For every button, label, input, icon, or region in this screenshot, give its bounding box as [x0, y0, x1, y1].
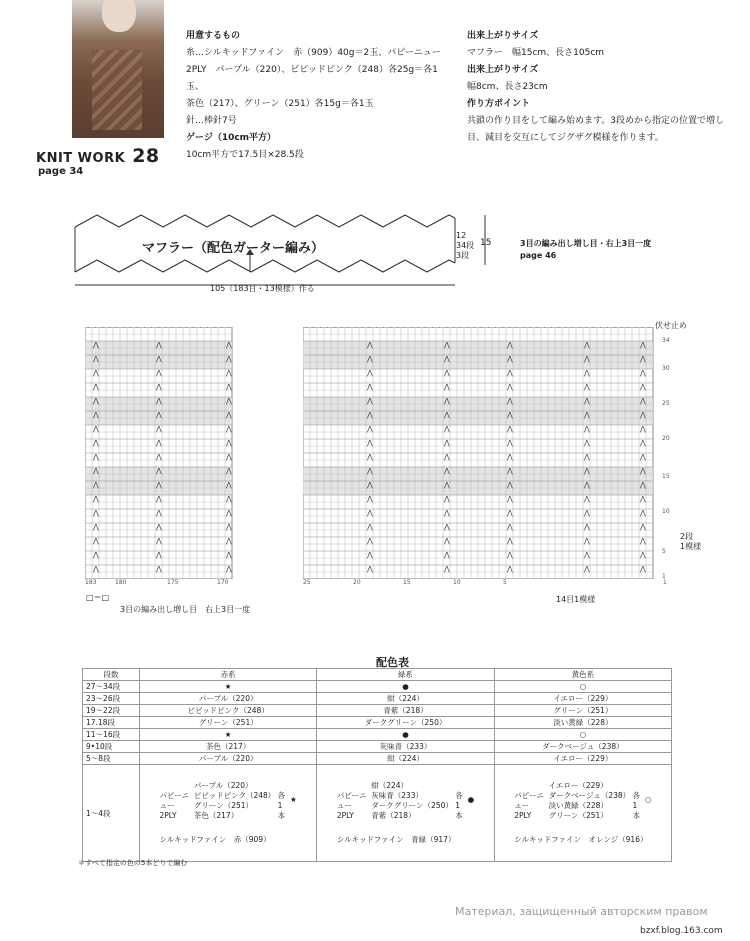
stitch-symbol: ⋀: [444, 565, 450, 573]
stitch-symbol: ⋀: [156, 537, 162, 545]
stitch-symbol: ⋀: [640, 565, 646, 573]
stitch-symbol: ⋀: [93, 369, 99, 377]
row-label: 11〜16段: [83, 729, 140, 741]
stitch-symbol: ⋀: [156, 383, 162, 391]
row-label: 19〜22段: [83, 705, 140, 717]
silk-yarn: シルキッドファイン 赤（909）: [159, 835, 271, 844]
dim-b: 34段: [456, 241, 475, 250]
yarn-block: [514, 781, 651, 845]
stitch-symbol: ⋀: [156, 467, 162, 475]
stitch-symbol: ⋀: [444, 495, 450, 503]
copyright-watermark: Материал, защищенный авторским правом: [455, 905, 708, 918]
muffler-pattern-photo: [92, 50, 142, 130]
stitch-symbol: ⋀: [226, 495, 232, 503]
yarn-item: グリーン（251）: [548, 811, 608, 820]
stitch-symbol: ⋀: [640, 439, 646, 447]
stitch-symbol: ⋀: [584, 523, 590, 531]
stitch-symbol: ⋀: [367, 453, 373, 461]
yarn-item: ダークグリーン（250）: [371, 801, 453, 810]
green-cell: ●: [317, 729, 494, 741]
legend-blank: □＝□: [86, 593, 110, 602]
stitch-symbol: ⋀: [367, 383, 373, 391]
header-cell: 緑系: [317, 669, 494, 681]
materials-line: 針…棒針7号: [186, 116, 237, 126]
table-row: [83, 717, 672, 729]
stitch-symbol: ⋀: [226, 355, 232, 363]
muffler-top-edge: [75, 215, 455, 227]
stitch-symbol: ⋀: [156, 397, 162, 405]
red-cell: ★: [140, 729, 317, 741]
stitch-symbol: ⋀: [367, 425, 373, 433]
chart-left-panel: [85, 327, 235, 579]
stitch-symbol: ⋀: [444, 383, 450, 391]
red-cell: パープル（220）: [140, 693, 317, 705]
row-number-label: 20: [662, 435, 670, 442]
stitch-symbol: ⋀: [367, 565, 373, 573]
footnote: ＊すべて指定の色の5本どりで編む: [78, 859, 188, 867]
stitch-symbol: ⋀: [226, 453, 232, 461]
stitch-symbol: ⋀: [584, 537, 590, 545]
gauge-text: 10cm平方で17.5目×28.5段: [186, 150, 304, 160]
stitch-symbol: ⋀: [226, 369, 232, 377]
stitch-symbol: ⋀: [507, 481, 513, 489]
stitch-symbol: ⋀: [507, 439, 513, 447]
stitch-symbol: ⋀: [226, 425, 232, 433]
stitch-symbol: ⋀: [584, 467, 590, 475]
yellow-cell: グリーン（251）: [494, 705, 671, 717]
stitch-symbol: ⋀: [93, 537, 99, 545]
stitch-symbol: ⋀: [93, 355, 99, 363]
yarn-block: [337, 781, 474, 845]
row-labels: [662, 330, 682, 580]
stitch-symbol: ⋀: [584, 341, 590, 349]
dim-c: 3段: [456, 251, 470, 260]
column-labels: [85, 579, 735, 589]
side-dimension: [456, 231, 474, 261]
column-number-label: 10: [453, 579, 461, 586]
stitch-symbol: ⋀: [640, 425, 646, 433]
stitch-symbol: ⋀: [367, 523, 373, 531]
stitch-symbol: ⋀: [367, 551, 373, 559]
yellow-cell: ○: [494, 681, 671, 693]
stitch-symbol: ⋀: [93, 523, 99, 531]
row-label: 17.18段: [83, 717, 140, 729]
column-number-label: 170: [217, 579, 229, 586]
stitch-symbol: ⋀: [584, 509, 590, 517]
header-cell: 段数: [83, 669, 140, 681]
size-text: マフラー 幅15cm、長さ105cm: [467, 48, 605, 58]
red-cell: ビビッドピンク（248）: [140, 705, 317, 717]
side-note: 2段: [680, 532, 694, 541]
stitch-symbol: ⋀: [156, 411, 162, 419]
table-row: [83, 693, 672, 705]
column-number-label: 180: [115, 579, 127, 586]
yellow-cell: イエロー（229）: [494, 753, 671, 765]
stitch-symbol: ⋀: [584, 411, 590, 419]
stitch-symbol: ⋀: [93, 565, 99, 573]
stitch-symbol: ⋀: [640, 495, 646, 503]
stitch-symbol: ⋀: [93, 411, 99, 419]
table-row-combined: [83, 765, 672, 862]
stitch-symbol: ⋀: [367, 481, 373, 489]
dim-a: 12: [456, 231, 467, 240]
stitch-symbol: ⋀: [156, 355, 162, 363]
stitch-symbol: ⋀: [444, 551, 450, 559]
repeat-side-notes: [680, 532, 701, 552]
size-heading: 出来上がりサイズ: [467, 31, 539, 41]
title-text: KNIT WORK: [36, 151, 126, 166]
table-row: [83, 705, 672, 717]
materials-line: 茶色（217）、グリーン（251）各15g＝各1玉: [186, 99, 374, 109]
stitch-symbol: ⋀: [367, 341, 373, 349]
size-text-2: 幅8cm、長さ23cm: [467, 82, 548, 92]
block-mark: ○: [644, 795, 652, 804]
block-mark: ●: [467, 795, 475, 804]
column-number-label: 175: [167, 579, 179, 586]
yarn-item: ダークベージュ（238）: [548, 791, 631, 800]
stitch-symbol: ⋀: [507, 453, 513, 461]
red-cell: 茶色（217）: [140, 741, 317, 753]
strand-count: 各1本: [277, 791, 286, 820]
stitch-symbol: ⋀: [444, 523, 450, 531]
ref-title: 3目の編み出し増し目・右上3目一度: [520, 239, 652, 248]
green-cell: ●: [317, 681, 494, 693]
stitch-symbol: ⋀: [226, 383, 232, 391]
header-cell: 赤系: [140, 669, 317, 681]
stitch-symbol: ⋀: [93, 453, 99, 461]
legend-decrease: 右上3目一度: [205, 605, 251, 614]
stitch-symbol: ⋀: [640, 551, 646, 559]
yellow-cell: ダークベージュ（238）: [494, 741, 671, 753]
stitch-symbol: ⋀: [507, 425, 513, 433]
stitch-symbol: ⋀: [584, 565, 590, 573]
stitch-symbol: ⋀: [584, 425, 590, 433]
stitch-symbol: ⋀: [226, 439, 232, 447]
stitch-symbol: ⋀: [93, 467, 99, 475]
yarn-item: 灰味青（233）: [371, 791, 424, 800]
materials-block: [186, 28, 446, 164]
row-label: 27〜34段: [83, 681, 140, 693]
stitch-symbol: ⋀: [444, 537, 450, 545]
stitch-symbol: ⋀: [367, 495, 373, 503]
stitch-symbol: ⋀: [367, 509, 373, 517]
materials-heading: 用意するもの: [186, 31, 241, 41]
yarn-item: ビビッドピンク（248）: [193, 791, 276, 800]
site-label: bzxf.blog.163.com: [640, 926, 723, 936]
stitch-symbol: ⋀: [640, 523, 646, 531]
red-cell: パープル（220）: [140, 753, 317, 765]
length-dimension: 105（183目・13模様）作る: [210, 284, 315, 293]
stitch-symbol: ⋀: [93, 425, 99, 433]
row-number-label: 34: [662, 337, 670, 344]
row-number-label: 15: [662, 473, 670, 480]
point-line: 目、減目を交互にしてジグザグ模様を作ります。: [467, 133, 664, 143]
yellow-cell: イエロー（229）: [494, 693, 671, 705]
stitch-symbol: ⋀: [507, 537, 513, 545]
stitch-symbol: ⋀: [226, 411, 232, 419]
stitch-symbol: ⋀: [444, 467, 450, 475]
block-mark: ★: [290, 795, 297, 804]
yellow-block: [494, 765, 671, 862]
stitch-symbol: ⋀: [156, 341, 162, 349]
bind-off-label: 伏せ止め: [655, 321, 687, 330]
stitch-symbol: ⋀: [226, 551, 232, 559]
yarn-item: 茶色（217）: [193, 811, 239, 820]
stitch-symbol: ⋀: [226, 397, 232, 405]
stitch-symbol: ⋀: [226, 467, 232, 475]
table-row: [83, 729, 672, 741]
row-label: 9•10段: [83, 741, 140, 753]
stitch-symbol: ⋀: [507, 411, 513, 419]
stitch-symbol: ⋀: [444, 397, 450, 405]
color-table-title: 配色表: [376, 656, 409, 669]
table-row: [83, 741, 672, 753]
stitch-symbol: ⋀: [584, 551, 590, 559]
stitch-symbol: ⋀: [444, 369, 450, 377]
stitch-symbol: ⋀: [507, 397, 513, 405]
strand-count: 各1本: [632, 791, 641, 820]
stitch-symbol: ⋀: [93, 341, 99, 349]
row-number-label: 1: [662, 573, 666, 580]
stitch-symbol: ⋀: [640, 369, 646, 377]
stitch-symbol: ⋀: [640, 481, 646, 489]
model-photo: [72, 0, 164, 138]
yarn-brand: パピーニュー2PLY: [159, 791, 190, 820]
stitch-symbol: ⋀: [93, 495, 99, 503]
stitch-symbol: ⋀: [444, 453, 450, 461]
yarn-brand: パピーニュー2PLY: [514, 791, 544, 820]
gauge-heading: ゲージ（10cm平方）: [186, 133, 277, 143]
stitch-symbol: ⋀: [156, 369, 162, 377]
yellow-cell: ○: [494, 729, 671, 741]
stitch-symbol: ⋀: [584, 453, 590, 461]
table-header: [83, 669, 672, 681]
stitch-symbol: ⋀: [507, 355, 513, 363]
yarn-item: 青紫（218）: [371, 811, 416, 820]
stitch-symbol: ⋀: [226, 565, 232, 573]
red-block: [140, 765, 317, 862]
stitch-symbol: ⋀: [367, 411, 373, 419]
stitch-symbol: ⋀: [93, 439, 99, 447]
stitch-symbol: ⋀: [444, 355, 450, 363]
yarn-block: [160, 781, 297, 845]
stitch-symbol: ⋀: [640, 383, 646, 391]
table-row: [83, 681, 672, 693]
ref-page: page 46: [520, 251, 557, 260]
stitch-symbol: ⋀: [367, 397, 373, 405]
point-line: 共鎖の作り目をして編み始めます。3段めから指定の位置で増し: [467, 116, 725, 126]
stitch-symbol: ⋀: [93, 551, 99, 559]
stitch-symbol: ⋀: [367, 537, 373, 545]
stitch-symbol: ⋀: [93, 509, 99, 517]
legend-increase: 3目の編み出し増し目: [120, 605, 198, 614]
stitch-symbol: ⋀: [444, 509, 450, 517]
model-face: [102, 0, 136, 32]
stitch-symbol: ⋀: [93, 383, 99, 391]
stitch-symbol: ⋀: [507, 565, 513, 573]
stitch-symbol: ⋀: [226, 523, 232, 531]
color-table: [82, 668, 672, 862]
stitch-symbol: ⋀: [156, 495, 162, 503]
column-number-label: 15: [403, 579, 411, 586]
diagram-title: マフラー（配色ガーター編み）: [142, 241, 325, 256]
stitch-symbol: ⋀: [226, 481, 232, 489]
stitch-symbol: ⋀: [507, 509, 513, 517]
column-number-label: 20: [353, 579, 361, 586]
stitch-symbol: ⋀: [367, 355, 373, 363]
stitch-symbol: ⋀: [156, 453, 162, 461]
row-number-label: 30: [662, 365, 670, 372]
stitch-symbol: ⋀: [367, 439, 373, 447]
red-cell: グリーン（251）: [140, 717, 317, 729]
strand-count: 各1本: [455, 791, 463, 820]
yarn-item: 淡い黄緑（228）: [548, 801, 608, 810]
stitch-symbol: ⋀: [444, 439, 450, 447]
stitch-symbol: ⋀: [640, 509, 646, 517]
green-cell: 灰味青（233）: [317, 741, 494, 753]
stitch-symbol: ⋀: [640, 411, 646, 419]
point-heading: 作り方ポイント: [467, 99, 531, 109]
stitch-symbol: ⋀: [507, 383, 513, 391]
title-number: 28: [132, 145, 160, 167]
stitch-symbol: ⋀: [640, 467, 646, 475]
stitch-symbol: ⋀: [584, 439, 590, 447]
spec-block: [467, 28, 747, 147]
materials-line: 2PLY パープル（220）、ビビッドピンク（248）各25g＝各1玉、: [186, 65, 438, 92]
materials-line: 糸…シルキッドファイン 赤（909）40g＝2玉、パピーニュー: [186, 48, 441, 58]
yarn-item: 紺（224）: [371, 781, 409, 790]
column-number-label: 183: [85, 579, 97, 586]
yarn-item: パープル（220）: [193, 781, 253, 790]
header-cell: 黄色系: [494, 669, 671, 681]
height-dimension: 15: [480, 238, 492, 248]
size-heading-2: 出来上がりサイズ: [467, 65, 539, 75]
repeat-label: 14目1模様: [556, 595, 596, 604]
stitch-symbol: ⋀: [584, 383, 590, 391]
table-row: [83, 753, 672, 765]
stitch-symbol: ⋀: [584, 495, 590, 503]
stitch-symbol: ⋀: [156, 481, 162, 489]
silk-yarn: シルキッドファイン オレンジ（916）: [514, 835, 648, 844]
technique-reference: [520, 238, 651, 262]
row-label: 1〜4段: [83, 765, 140, 862]
stitch-symbol: ⋀: [444, 411, 450, 419]
stitch-symbol: ⋀: [93, 397, 99, 405]
side-note: 1模様: [680, 542, 702, 551]
stitch-symbol: ⋀: [584, 481, 590, 489]
green-cell: 紺（224）: [317, 753, 494, 765]
stitch-symbol: ⋀: [156, 523, 162, 531]
row-number-label: 25: [662, 400, 670, 407]
green-block: [317, 765, 494, 862]
muffler-bottom-edge: [75, 260, 455, 272]
column-number-label: 5: [503, 579, 507, 586]
stitch-symbol: ⋀: [507, 369, 513, 377]
stitch-symbol: ⋀: [640, 355, 646, 363]
yarn-item: イエロー（229）: [548, 781, 608, 790]
stitch-symbol: ⋀: [156, 551, 162, 559]
column-number-label: 25: [303, 579, 311, 586]
stitch-symbol: ⋀: [156, 425, 162, 433]
stitch-symbol: ⋀: [507, 467, 513, 475]
stitch-symbol: ⋀: [444, 481, 450, 489]
column-number-label: 1: [663, 579, 667, 586]
row-number-label: 5: [662, 548, 666, 555]
stitch-symbol: ⋀: [507, 495, 513, 503]
stitch-symbol: ⋀: [226, 537, 232, 545]
row-number-label: 10: [662, 508, 670, 515]
stitch-symbol: ⋀: [226, 341, 232, 349]
stitch-symbol: ⋀: [584, 397, 590, 405]
green-cell: 青紫（218）: [317, 705, 494, 717]
stitch-symbol: ⋀: [640, 341, 646, 349]
stitch-symbol: ⋀: [444, 425, 450, 433]
stitch-symbol: ⋀: [226, 509, 232, 517]
stitch-symbol: ⋀: [640, 537, 646, 545]
stitch-symbol: ⋀: [93, 481, 99, 489]
stitch-symbol: ⋀: [584, 369, 590, 377]
red-cell: ★: [140, 681, 317, 693]
stitch-symbol: ⋀: [156, 509, 162, 517]
page-title: [36, 145, 160, 167]
green-cell: 紺（224）: [317, 693, 494, 705]
silk-yarn: シルキッドファイン 青緑（917）: [336, 835, 456, 844]
stitch-symbol: ⋀: [507, 551, 513, 559]
green-cell: ダークグリーン（250）: [317, 717, 494, 729]
yellow-cell: 淡い黄緑（228）: [494, 717, 671, 729]
yarn-item: グリーン（251）: [193, 801, 254, 810]
stitch-symbol: ⋀: [640, 453, 646, 461]
row-label: 23〜26段: [83, 693, 140, 705]
stitch-symbol: ⋀: [156, 439, 162, 447]
stitch-symbol: ⋀: [367, 369, 373, 377]
stitch-symbol: ⋀: [367, 467, 373, 475]
stitch-symbol: ⋀: [507, 341, 513, 349]
stitch-symbol: ⋀: [640, 397, 646, 405]
stitch-symbol: ⋀: [584, 355, 590, 363]
yarn-brand: パピーニュー2PLY: [336, 791, 367, 820]
stitch-symbol: ⋀: [444, 341, 450, 349]
page-ref: page 34: [38, 166, 84, 177]
stitch-symbol: ⋀: [507, 523, 513, 531]
stitch-symbol: ⋀: [156, 565, 162, 573]
row-label: 5〜8段: [83, 753, 140, 765]
